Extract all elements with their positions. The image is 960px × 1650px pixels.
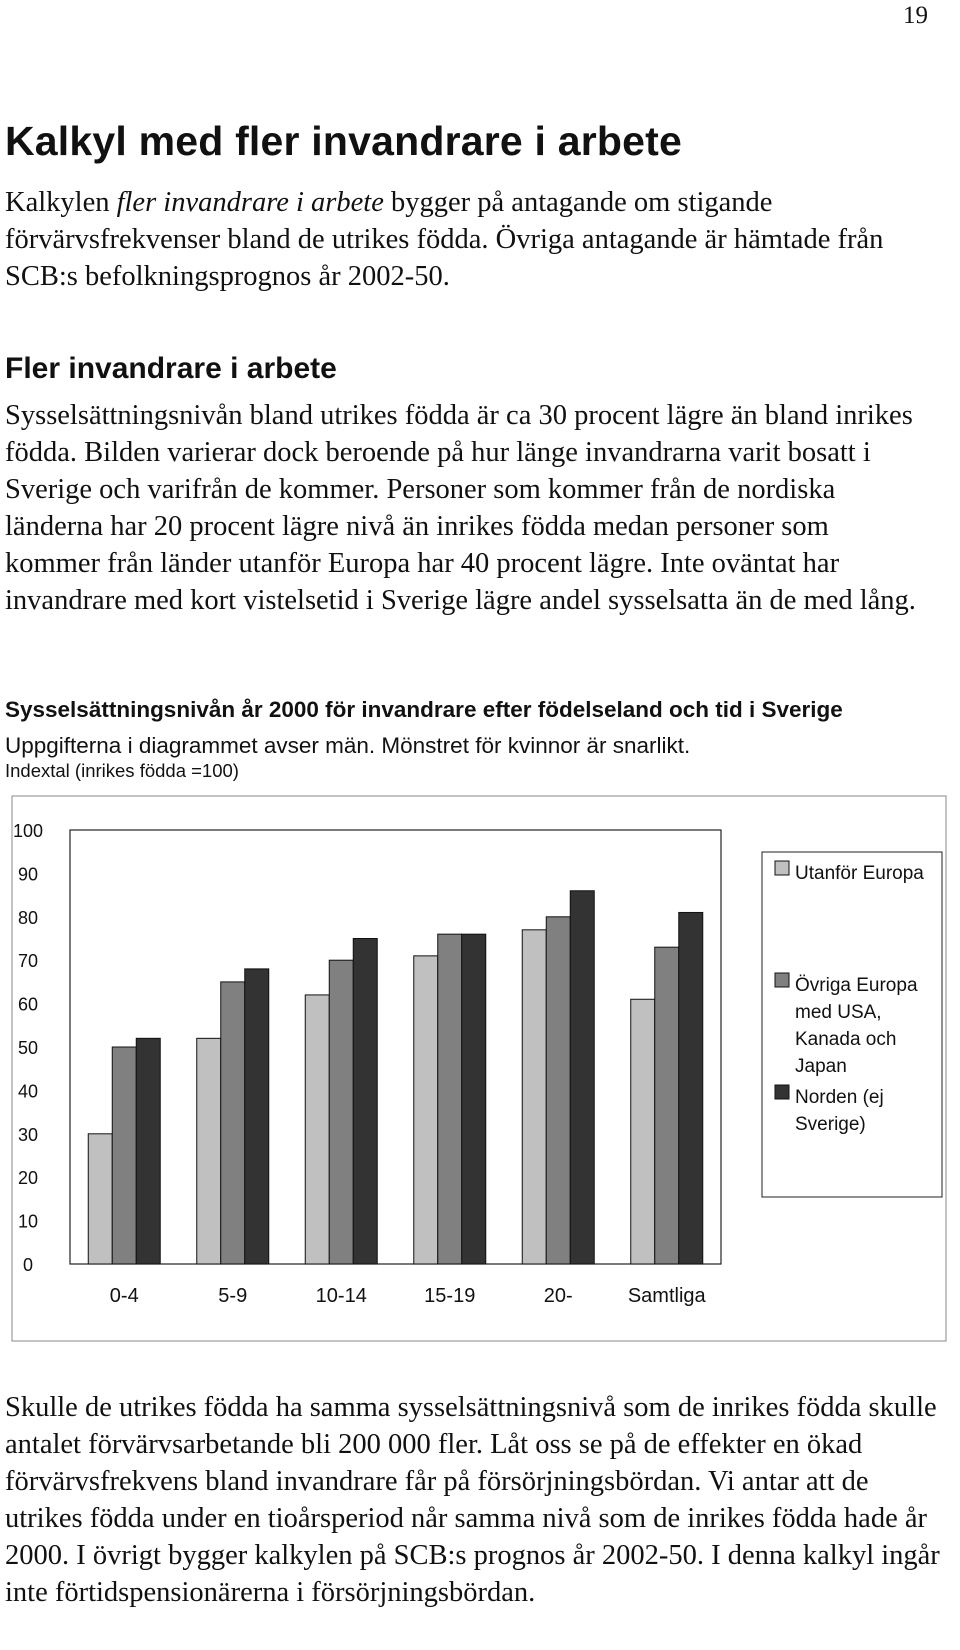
legend-label-2: Japan bbox=[795, 1056, 847, 1077]
bar-20--series-2 bbox=[546, 917, 570, 1264]
bar-Samtliga-series-1 bbox=[631, 999, 655, 1264]
x-tick-label: Samtliga bbox=[627, 1285, 706, 1307]
y-tick-label: 80 bbox=[17, 907, 39, 928]
closing-paragraph: Skulle de utrikes födda ha samma sysselsättningsnivå som de inrikes födda skulle antalet förvärvsarbetande bli 200 000 fler. Låt oss se på de effekter en ökad förvärvsfrekvens bland invandrare får på försörjningsbördan. Vi antar att de utrikes födda under en tioårsperiod når samma nivå som de inrikes födda hade år 2000. I övrigt bygger kalkylen på SCB:s prognos år 2002-50. I denna kalkyl ingår inte förtidspensionärerna i försörjningsbördan. bbox=[5, 1392, 940, 1608]
y-tick-label: 30 bbox=[17, 1124, 39, 1145]
x-tick-label: 0-4 bbox=[109, 1285, 139, 1307]
section-heading: Fler invandrare i arbete bbox=[5, 352, 337, 385]
x-tick-label: 5-9 bbox=[218, 1285, 248, 1307]
intro-italic-title: fler invandrare i arbete bbox=[116, 187, 384, 218]
page-heading: Kalkyl med fler invandrare i arbete bbox=[5, 118, 682, 164]
y-tick-label: 90 bbox=[17, 864, 39, 885]
bar-5-9-series-3 bbox=[245, 969, 269, 1264]
bar-15-19-series-3 bbox=[462, 934, 486, 1264]
legend-swatch-2 bbox=[775, 973, 789, 987]
figure-title: Sysselsättningsnivån år 2000 för invandrare efter födelseland och tid i Sverige bbox=[5, 697, 843, 722]
figure-unit-note: Indextal (inrikes födda =100) bbox=[5, 760, 239, 781]
bar-20--series-1 bbox=[522, 930, 546, 1264]
legend-label-2: med USA, bbox=[795, 1002, 882, 1023]
bar-10-14-series-1 bbox=[305, 995, 329, 1264]
legend-label-2: Kanada och bbox=[795, 1029, 897, 1050]
bar-0-4-series-3 bbox=[136, 1038, 160, 1264]
legend-box bbox=[762, 852, 942, 1197]
bar-10-14-series-3 bbox=[353, 939, 377, 1265]
y-tick-label: 0 bbox=[22, 1255, 34, 1275]
section-paragraph: Sysselsättningsnivån bland utrikes födda är ca 30 procent lägre än bland inrikes födda. Bilden varierar dock beroende på hur länge invandrarna varit bosatt i Sverige och varifrån de kommer. Personer som kommer från de nordiska länderna har 20 procent lägre nivå än inrikes födda medan personer som kommer från länder utanför Europa har 40 procent lägre. Inte oväntat har invandrare med kort vistelsetid i Sverige lägre andel sysselsatta än de med lång. bbox=[5, 400, 916, 616]
bar-5-9-series-2 bbox=[221, 982, 245, 1264]
intro-text-start: Kalkylen bbox=[5, 187, 117, 218]
y-tick-label: 10 bbox=[17, 1211, 39, 1232]
legend-label-3: Norden (ej bbox=[795, 1087, 884, 1108]
bar-15-19-series-2 bbox=[438, 934, 462, 1264]
y-tick-label: 40 bbox=[17, 1081, 39, 1102]
legend-label-3: Sverige) bbox=[795, 1114, 866, 1135]
y-tick-label: 100 bbox=[12, 821, 44, 841]
y-tick-label: 60 bbox=[17, 994, 39, 1015]
legend-label-1: Utanför Europa bbox=[795, 863, 924, 884]
intro-text-end: bygger på antagande om stigande förvärvsfrekvenser bland de utrikes födda. Övriga antagande är hämtade från SCB:s befolkningsprognos år 2002-50. bbox=[5, 187, 884, 292]
legend-swatch-3 bbox=[775, 1085, 789, 1099]
bar-20--series-3 bbox=[570, 891, 594, 1264]
bar-Samtliga-series-2 bbox=[655, 947, 679, 1264]
plot-area bbox=[70, 830, 721, 1264]
y-tick-label: 20 bbox=[17, 1168, 39, 1189]
legend-swatch-1 bbox=[775, 861, 789, 875]
x-tick-label: 15-19 bbox=[424, 1285, 476, 1307]
legend-label-2: Övriga Europa bbox=[795, 975, 918, 996]
y-tick-label: 50 bbox=[17, 1038, 39, 1058]
bar-0-4-series-2 bbox=[112, 1047, 136, 1264]
x-tick-label: 20- bbox=[543, 1285, 573, 1307]
y-tick-label: 70 bbox=[17, 951, 39, 972]
page-number: 19 bbox=[903, 2, 928, 29]
figure-subtitle: Uppgifterna i diagrammet avser män. Mönstret för kvinnor är snarlikt. bbox=[5, 733, 691, 758]
bar-Samtliga-series-3 bbox=[679, 912, 703, 1264]
bar-0-4-series-1 bbox=[88, 1134, 112, 1264]
x-tick-label: 10-14 bbox=[315, 1285, 367, 1307]
bar-10-14-series-2 bbox=[329, 960, 353, 1264]
bar-15-19-series-1 bbox=[414, 956, 438, 1264]
bar-5-9-series-1 bbox=[197, 1038, 221, 1264]
